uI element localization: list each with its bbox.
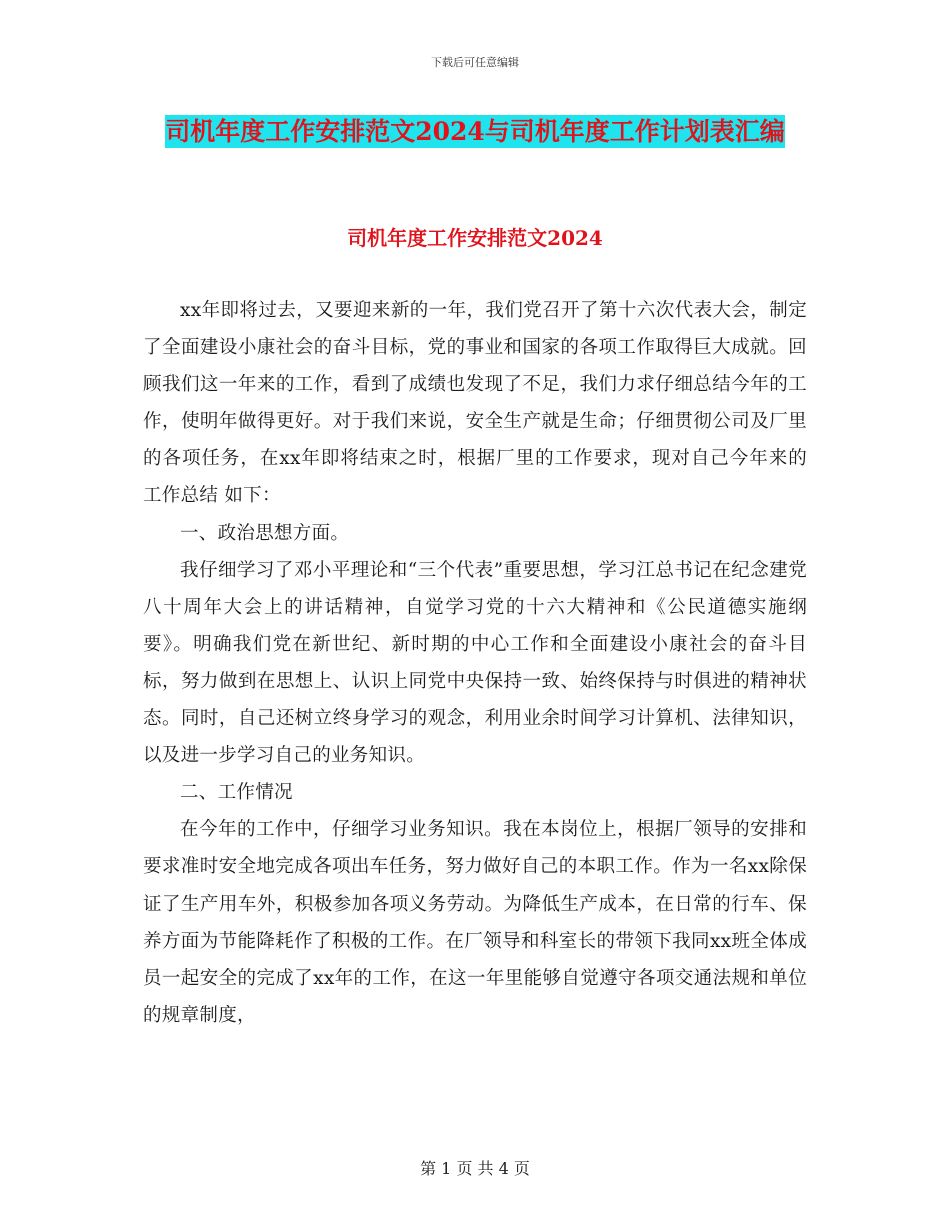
section-title: 司机年度工作安排范文2024	[347, 226, 603, 250]
document-body	[143, 292, 807, 1034]
document-title-text: 司机年度工作安排范文2024与司机年度工作计划表汇编	[165, 117, 785, 146]
page-number: 第 1 页 共 4 页	[420, 1159, 530, 1178]
paragraph-intro: xx年即将过去，又要迎来新的一年，我们党召开了第十六次代表大会，制定了全面建设小康社会的奋斗目标，党的事业和国家的各项工作取得巨大成就。回顾我们这一年来的工作，看到了成绩也发现了不足，我们力求仔细总结今年的工作，使明年做得更好。对于我们来说，安全生产就是生命；仔细贯彻公司及厂里的各项任务，在xx年即将结束之时，根据厂里的工作要求，现对自己今年来的 工作总结 如下：	[143, 300, 807, 507]
paragraph-work: 在今年的工作中，仔细学习业务知识。我在本岗位上，根据厂领导的安排和要求准时安全地完成各项出车任务，努力做好自己的本职工作。作为一名xx除保证了生产用车外，积极参加各项义务劳动。为降低生产成本，在日常的行车、保养方面为节能降耗作了积极的工作。在厂领导和科室长的带领下我同xx班全体成员一起安全的完成了xx年的工作，在这一年里能够自觉遵守各项交通法规和单位的规章制度，	[143, 819, 807, 1026]
paragraph-heading-1: 一、政治思想方面。	[180, 522, 350, 544]
header-note: 下载后可任意编辑	[431, 56, 519, 69]
document-title	[140, 110, 810, 154]
paragraph-political: 我仔细学习了邓小平理论和“三个代表”重要思想，学习江总书记在纪念建党八十周年大会上的讲话精神，自觉学习党的十六大精神和《公民道德实施纲要》。明确我们党在新世纪、新时期的中心工作和全面建设小康社会的奋斗目标，努力做到在思想上、认识上同党中央保持一致、始终保持与时俱进的精神状态。同时，自己还树立终身学习的观念，利用业余时间学习计算机、法律知识，以及进一步学习自己的业务知识。	[143, 559, 807, 767]
paragraph-heading-2: 二、工作情况	[180, 782, 293, 804]
